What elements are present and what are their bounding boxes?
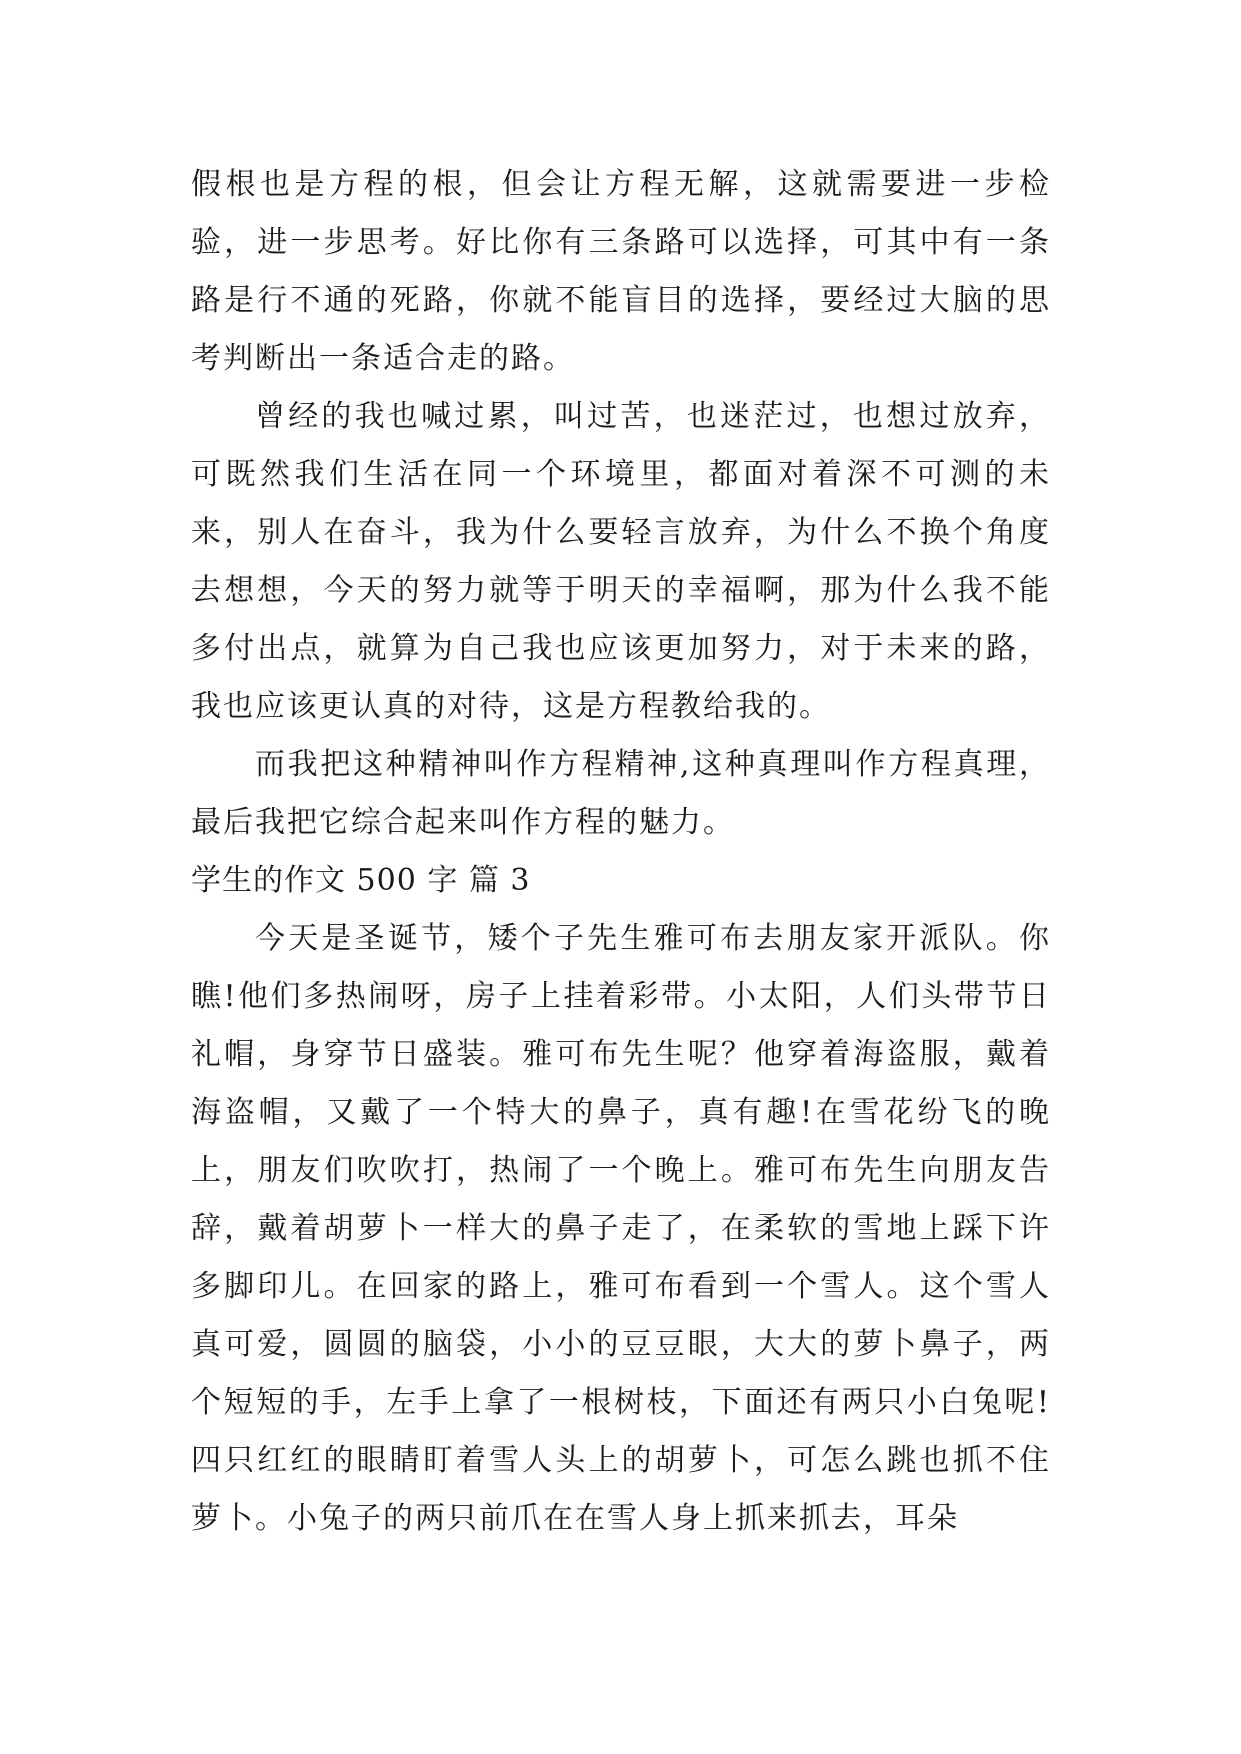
paragraph-continued: 假根也是方程的根，但会让方程无解，这就需要进一步检验，进一步思考。好比你有三条路可以选择，可其中有一条路是行不通的死路，你就不能盲目的选择，要经过大脑的思考判断出一条适合走的路。 (191, 167, 1051, 376)
paragraph-christmas: 今天是圣诞节，矮个子先生雅可布去朋友家开派队。你瞧!他们多热闹呀，房子上挂着彩带。小太阳，人们头带节日礼帽，身穿节日盛装。雅可布先生呢？他穿着海盗服，戴着海盗帽，又戴了一个特大的鼻子，真有趣!在雪花纷飞的晚上，朋友们吹吹打，热闹了一个晚上。雅可布先生向朋友告辞，戴着胡萝卜一样大的鼻子走了，在柔软的雪地上踩下许多脚印儿。在回家的路上，雅可布看到一个雪人。这个雪人真可爱，圆圆的脑袋，小小的豆豆眼，大大的萝卜鼻子，两个短短的手，左手上拿了一根树枝，下面还有两只小白兔呢!四只红红的眼睛盯着雪人头上的胡萝卜，可怎么跳也抓不住萝卜。小兔子的两只前爪在在雪人身上抓来抓去，耳朵 (191, 921, 1051, 1536)
paragraph-summary: 而我把这种精神叫作方程精神,这种真理叫作方程真理，最后我把它综合起来叫作方程的魅力。 (191, 747, 1051, 840)
section-title: 学生的作文 500 字 篇 3 (191, 863, 531, 898)
paragraph-struggle: 曾经的我也喊过累，叫过苦，也迷茫过，也想过放弃，可既然我们生活在同一个环境里，都面对着深不可测的未来，别人在奋斗，我为什么要轻言放弃，为什么不换个角度去想想，今天的努力就等于明天的幸福啊，那为什么我不能多付出点，就算为自己我也应该更加努力，对于未来的路，我也应该更认真的对待，这是方程教给我的。 (191, 399, 1051, 724)
document-page (191, 156, 1051, 1548)
